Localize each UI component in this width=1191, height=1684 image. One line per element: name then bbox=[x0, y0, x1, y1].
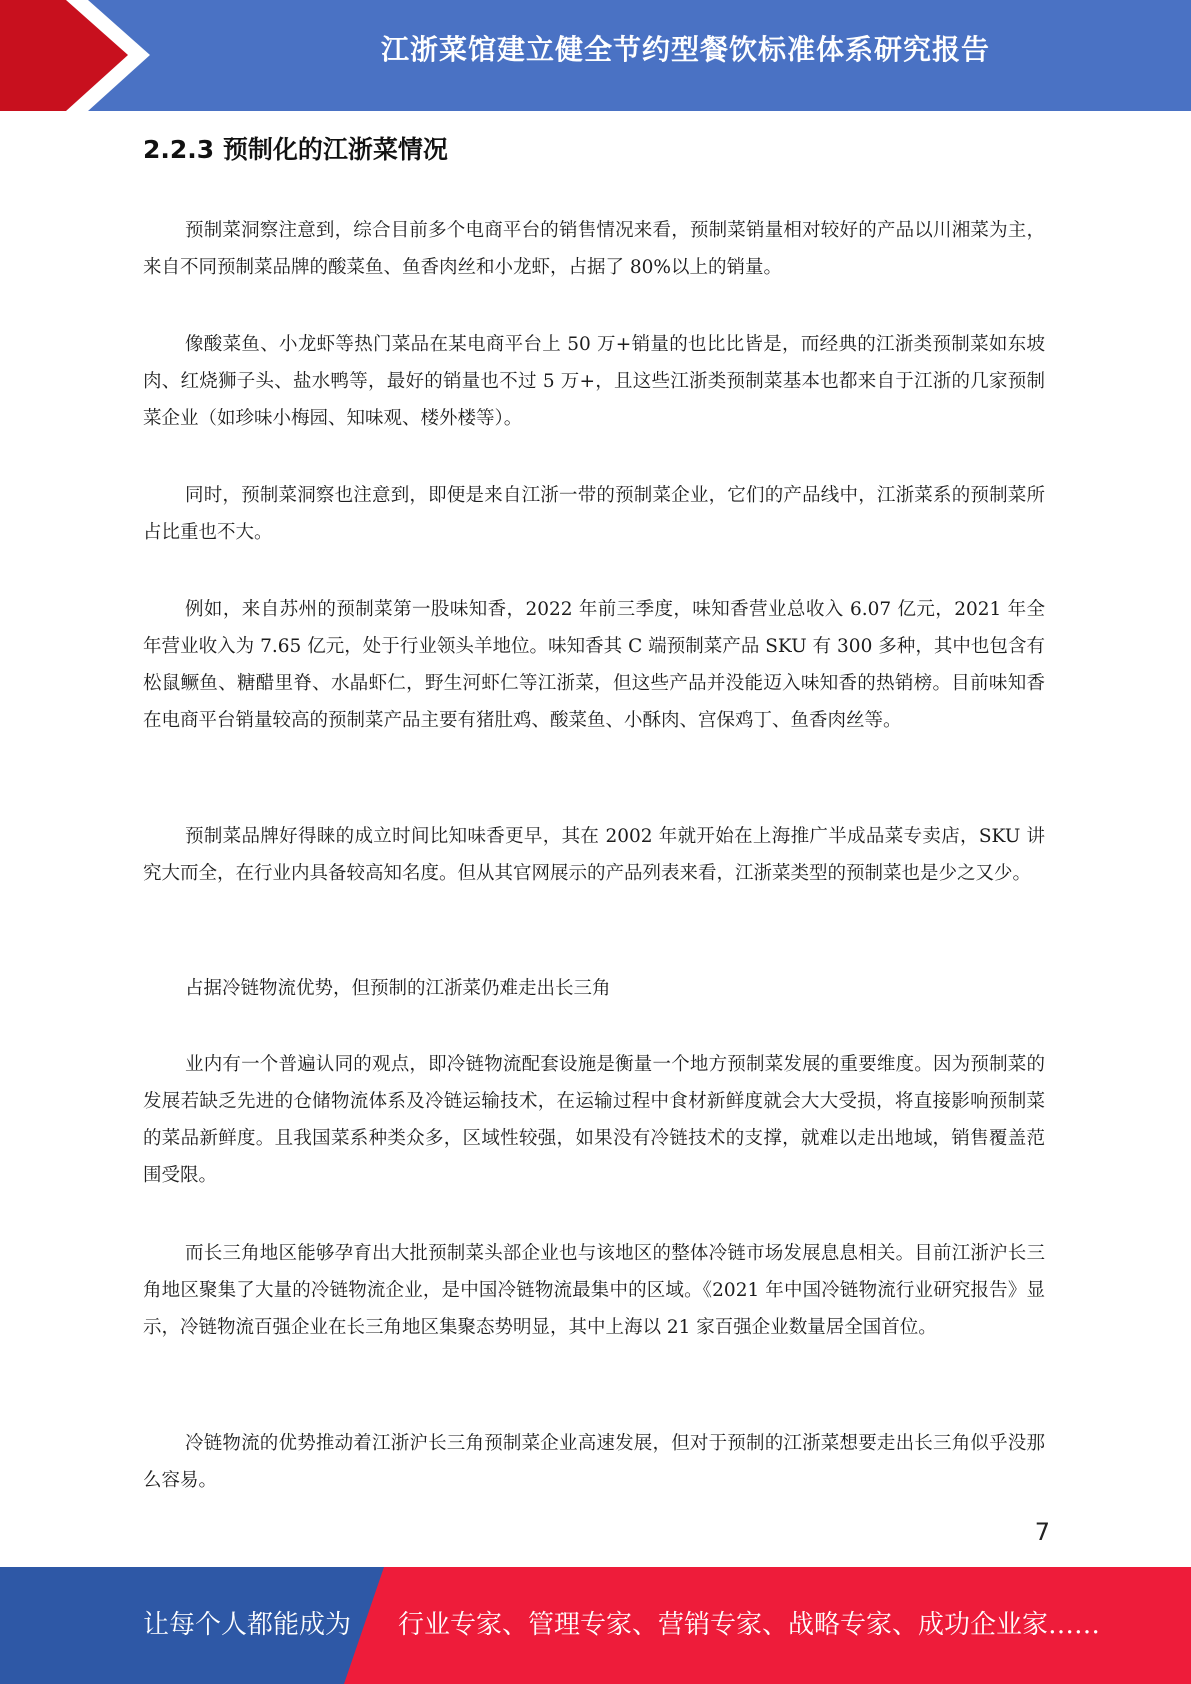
report-title: 江浙菜馆建立健全节约型餐饮标准体系研究报告 bbox=[380, 33, 990, 66]
paragraph-4: 例如，来自苏州的预制菜第一股味知香，2022 年前三季度，味知香营业总收入 6.07 亿元，2021 年全年营业收入为 7.65 亿元，处于行业领头羊地位。味知香其 C 端预制菜产品 SKU 有 300 多种，其中也包含有松鼠鳜鱼、糖醋里脊、水晶虾仁，野生河虾仁等江浙菜，但这些产品并没能迈入味知香的热销榜。目前味知香在电商平台销量较高的预制菜产品主要有猪肚鸡、酸菜鱼、小酥肉、宫保鸡丁、鱼香肉丝等。 bbox=[143, 599, 1045, 731]
paragraph-5: 预制菜品牌好得睐的成立时间比知味香更早，其在 2002 年就开始在上海推广半成品菜专卖店，SKU 讲究大而全，在行业内具备较高知名度。但从其官网展示的产品列表来看，江浙菜类型的预制菜也是少之又少。 bbox=[143, 826, 1045, 884]
paragraph-2: 像酸菜鱼、小龙虾等热门菜品在某电商平台上 50 万+销量的也比比皆是，而经典的江浙类预制菜如东坡肉、红烧狮子头、盐水鸭等，最好的销量也不过 5 万+，且这些江浙类预制菜基本也都来自于江浙的几家预制菜企业（如珍味小梅园、知味观、楼外楼等）。 bbox=[143, 334, 1045, 429]
paragraph-7: 而长三角地区能够孕育出大批预制菜头部企业也与该地区的整体冷链市场发展息息相关。目前江浙沪长三角地区聚集了大量的冷链物流企业，是中国冷链物流最集中的区域。《2021 年中国冷链物流行业研究报告》显示，冷链物流百强企业在长三角地区集聚态势明显，其中上海以 21 家百强企业数量居全国首位。 bbox=[143, 1243, 1045, 1338]
paragraph-6: 业内有一个普遍认同的观点，即冷链物流配套设施是衡量一个地方预制菜发展的重要维度。因为预制菜的发展若缺乏先进的仓储物流体系及冷链运输技术，在运输过程中食材新鲜度就会大大受损，将直接影响预制菜的菜品新鲜度。且我国菜系种类众多，区域性较强，如果没有冷链技术的支撑，就难以走出地域，销售覆盖范围受限。 bbox=[143, 1054, 1045, 1186]
paragraph-1: 预制菜洞察注意到，综合目前多个电商平台的销售情况来看，预制菜销量相对较好的产品以川湘菜为主，来自不同预制菜品牌的酸菜鱼、鱼香肉丝和小龙虾，占据了 80%以上的销量。 bbox=[143, 220, 1045, 278]
subheading-paragraph: 占据冷链物流优势，但预制的江浙菜仍难走出长三角 bbox=[185, 978, 611, 999]
paragraph-3: 同时，预制菜洞察也注意到，即便是来自江浙一带的预制菜企业，它们的产品线中，江浙菜系的预制菜所占比重也不大。 bbox=[143, 485, 1045, 543]
red-chevron-icon bbox=[0, 0, 160, 111]
section-heading: 2.2.3 预制化的江浙菜情况 bbox=[143, 135, 448, 164]
footer-slogan-left: 让每个人都能成为 bbox=[143, 1610, 352, 1640]
page-header bbox=[0, 0, 1191, 111]
footer-slogan-right: 行业专家、管理专家、营销专家、战略专家、成功企业家…… bbox=[398, 1610, 1101, 1640]
paragraph-8: 冷链物流的优势推动着江浙沪长三角预制菜企业高速发展，但对于预制的江浙菜想要走出长三角似乎没那么容易。 bbox=[143, 1433, 1045, 1491]
main-content bbox=[143, 128, 1045, 1491]
page-footer bbox=[0, 1567, 1191, 1684]
page-number: 7 bbox=[1034, 1518, 1050, 1546]
